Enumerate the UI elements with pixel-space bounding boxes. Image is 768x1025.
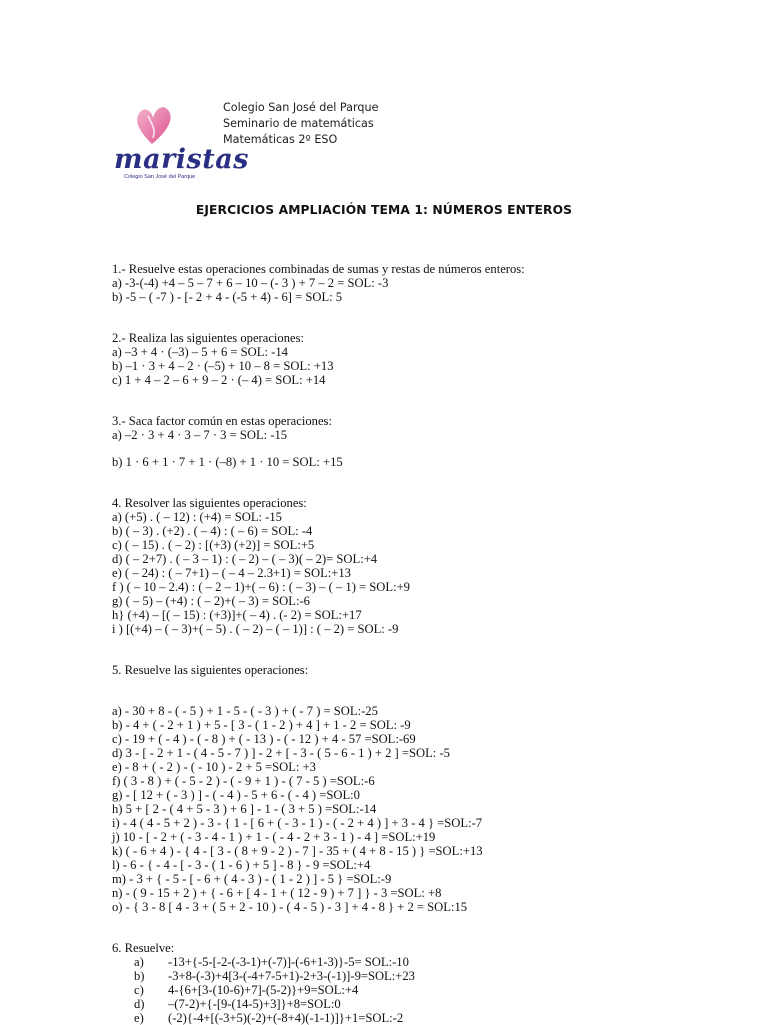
item-text: 4-{6+[3-(10-6)+7]-(5-2)}+9=SOL:+4	[168, 983, 359, 997]
exercise-item: d) ( – 2+7) . ( – 3 – 1) : ( – 2) – ( – 3)( – 2)= SOL:+4	[112, 552, 378, 566]
exercise-item: l) - 6 - { - 4 - [ - 3 - ( 1 - 6 ) + 5 ] - 8 } - 9 =SOL:+4	[112, 858, 371, 872]
exercise-item	[134, 983, 752, 997]
section-6-heading: 6. Resuelve:	[112, 941, 175, 955]
exercise-item: i ) [(+4) – ( – 3)+( – 5) . ( – 2) – ( – 1)] : ( – 2) = SOL: -9	[112, 622, 399, 636]
exercise-item: b) -5 – ( -7 ) - [- 2 + 4 - (-5 + 4) - 6] = SOL: 5	[112, 290, 343, 304]
exercise-item: o) - { 3 - 8 [ 4 - 3 + ( 5 + 2 - 10 ) - ( 4 - 5 ) - 3 ] + 4 - 8 } + 2 = SOL:15	[112, 900, 468, 914]
course-name: Matemáticas 2º ESO	[223, 133, 338, 146]
exercise-item: e) ( – 24) : ( – 7+1) – ( – 4 – 2.3+1) = SOL:+13	[112, 566, 351, 580]
exercise-item: b) ( – 3) . (+2) . ( – 4) : ( – 6) = SOL: -4	[112, 524, 313, 538]
exercise-item: c) ( – 15) . ( – 2) : [(+3) (+2)] = SOL:+5	[112, 538, 315, 552]
exercise-item: j) 10 - [ - 2 + ( - 3 - 4 - 1 ) + 1 - ( - 4 - 2 + 3 - 1 ) - 4 ] =SOL:+19	[112, 830, 436, 844]
item-text: -13+{-5-[-2-(-3-1)+(-7)]-(-6+1-3)}-5= SOL:-10	[168, 955, 409, 969]
exercise-item: b) - 4 + ( - 2 + 1 ) + 5 - [ 3 - ( 1 - 2 ) + 4 ] + 1 - 2 = SOL: -9	[112, 718, 411, 732]
exercise-item: f) ( 3 - 8 ) + ( - 5 - 2 ) - ( - 9 + 1 ) - ( 7 - 5 ) =SOL:-6	[112, 774, 375, 788]
item-text: –(7-2)+{-[9-(14-5)+3]}+8=SOL:0	[168, 997, 341, 1011]
exercise-item	[134, 997, 752, 1011]
exercise-item: a) - 30 + 8 - ( - 5 ) + 1 - 5 - ( - 3 ) + ( - 7 ) = SOL:-25	[112, 704, 378, 718]
exercise-item: k) ( - 6 + 4 ) - { 4 - [ 3 - ( 8 + 9 - 2 ) - 7 ] - 35 + ( 4 + 8 - 15 ) } =SOL:+13	[112, 844, 483, 858]
exercise-item	[134, 969, 752, 983]
school-header	[223, 100, 379, 148]
section-1-heading: 1.- Resuelve estas operaciones combinadas de sumas y restas de números enteros:	[112, 262, 525, 276]
exercise-item: b) 1 · 6 + 1 · 7 + 1 · (–8) + 1 · 10 = SOL: +15	[112, 455, 343, 469]
exercise-item: m) - 3 + { - 5 - [ - 6 + ( 4 - 3 ) - ( 1 - 2 ) ] - 5 } =SOL:-9	[112, 872, 392, 886]
exercise-item	[134, 1011, 752, 1025]
section-3-heading: 3.- Saca factor común en estas operaciones:	[112, 414, 332, 428]
exercise-item: g) ( – 5) – (+4) : ( – 2)+( – 3) = SOL:-6	[112, 594, 310, 608]
exercise-item: h} (+4) – [( – 15) : (+3)]+( – 4) . (- 2) = SOL:+17	[112, 608, 362, 622]
item-label: b)	[134, 969, 145, 983]
exercise-item: c) 1 + 4 – 2 – 6 + 9 – 2 · (– 4) = SOL: +14	[112, 373, 326, 387]
exercise-item: g) - [ 12 + ( - 3 ) ] - ( - 4 ) - 5 + 6 - ( - 4 ) =SOL:0	[112, 788, 360, 802]
exercise-list	[112, 262, 752, 1025]
maristas-logo	[112, 104, 249, 186]
exercise-item: c) - 19 + ( - 4 ) - ( - 8 ) + ( - 13 ) - ( - 12 ) + 4 - 57 =SOL:-69	[112, 732, 416, 746]
item-label: d)	[134, 997, 145, 1011]
exercise-item: a) -3-(-4) +4 – 5 – 7 + 6 – 10 – (- 3 ) + 7 – 2 = SOL: -3	[112, 276, 389, 290]
exercise-item: a) –2 · 3 + 4 · 3 – 7 · 3 = SOL: -15	[112, 428, 288, 442]
page-title: EJERCICIOS AMPLIACIÓN TEMA 1: NÚMEROS ENTEROS	[195, 203, 573, 217]
logo-subtitle: Colegio San José del Parque	[124, 174, 196, 180]
exercise-item: i) - 4 ( 4 - 5 + 2 ) - 3 - { 1 - [ 6 + ( - 3 - 1 ) - ( - 2 + 4 ) ] + 3 - 4 } =SOL:-7	[112, 816, 483, 830]
exercise-item: e) - 8 + ( - 2 ) - ( - 10 ) - 2 + 5 =SOL: +3	[112, 760, 316, 774]
exercise-item: d) 3 - [ - 2 + 1 - ( 4 - 5 - 7 ) ] - 2 + [ - 3 - ( 5 - 6 - 1 ) + 2 ] =SOL: -5	[112, 746, 450, 760]
section-4-heading: 4. Resolver las siguientes operaciones:	[112, 496, 307, 510]
section-5-heading: 5. Resuelve las siguientes operaciones:	[112, 663, 309, 677]
school-name: Colegio San José del Parque	[223, 101, 379, 114]
exercise-item: h) 5 + [ 2 - ( 4 + 5 - 3 ) + 6 ] - 1 - ( 3 + 5 ) =SOL:-14	[112, 802, 377, 816]
item-label: e)	[134, 1011, 144, 1025]
item-text: (-2){-4+[(-3+5)(-2)+(-8+4)(-1-1)]}+1=SOL:-2	[168, 1011, 404, 1025]
section-2-heading: 2.- Realiza las siguientes operaciones:	[112, 331, 304, 345]
exercise-item: a) (+5) . ( – 12) : (+4) = SOL: -15	[112, 510, 282, 524]
department-name: Seminario de matemáticas	[223, 117, 374, 130]
exercise-item: n) - ( 9 - 15 + 2 ) + { - 6 + [ 4 - 1 + ( 12 - 9 ) + 7 ] } - 3 =SOL: +8	[112, 886, 442, 900]
exercise-item: a) –3 + 4 · (–3) – 5 + 6 = SOL: -14	[112, 345, 288, 359]
item-text: -3+8-(-3)+4[3-(-4+7-5+1)-2+3-(-1)]-9=SOL:+23	[168, 969, 415, 983]
exercise-item: b) –1 · 3 + 4 – 2 · (–5) + 10 – 8 = SOL: +13	[112, 359, 334, 373]
item-label: a)	[134, 955, 144, 969]
exercise-item	[134, 955, 752, 969]
item-label: c)	[134, 983, 144, 997]
logo-wordmark: maristas	[114, 144, 249, 175]
exercise-item: f ) ( – 10 – 2.4) : ( – 2 – 1)+( – 6) : ( – 3) – ( – 1) = SOL:+9	[112, 580, 410, 594]
